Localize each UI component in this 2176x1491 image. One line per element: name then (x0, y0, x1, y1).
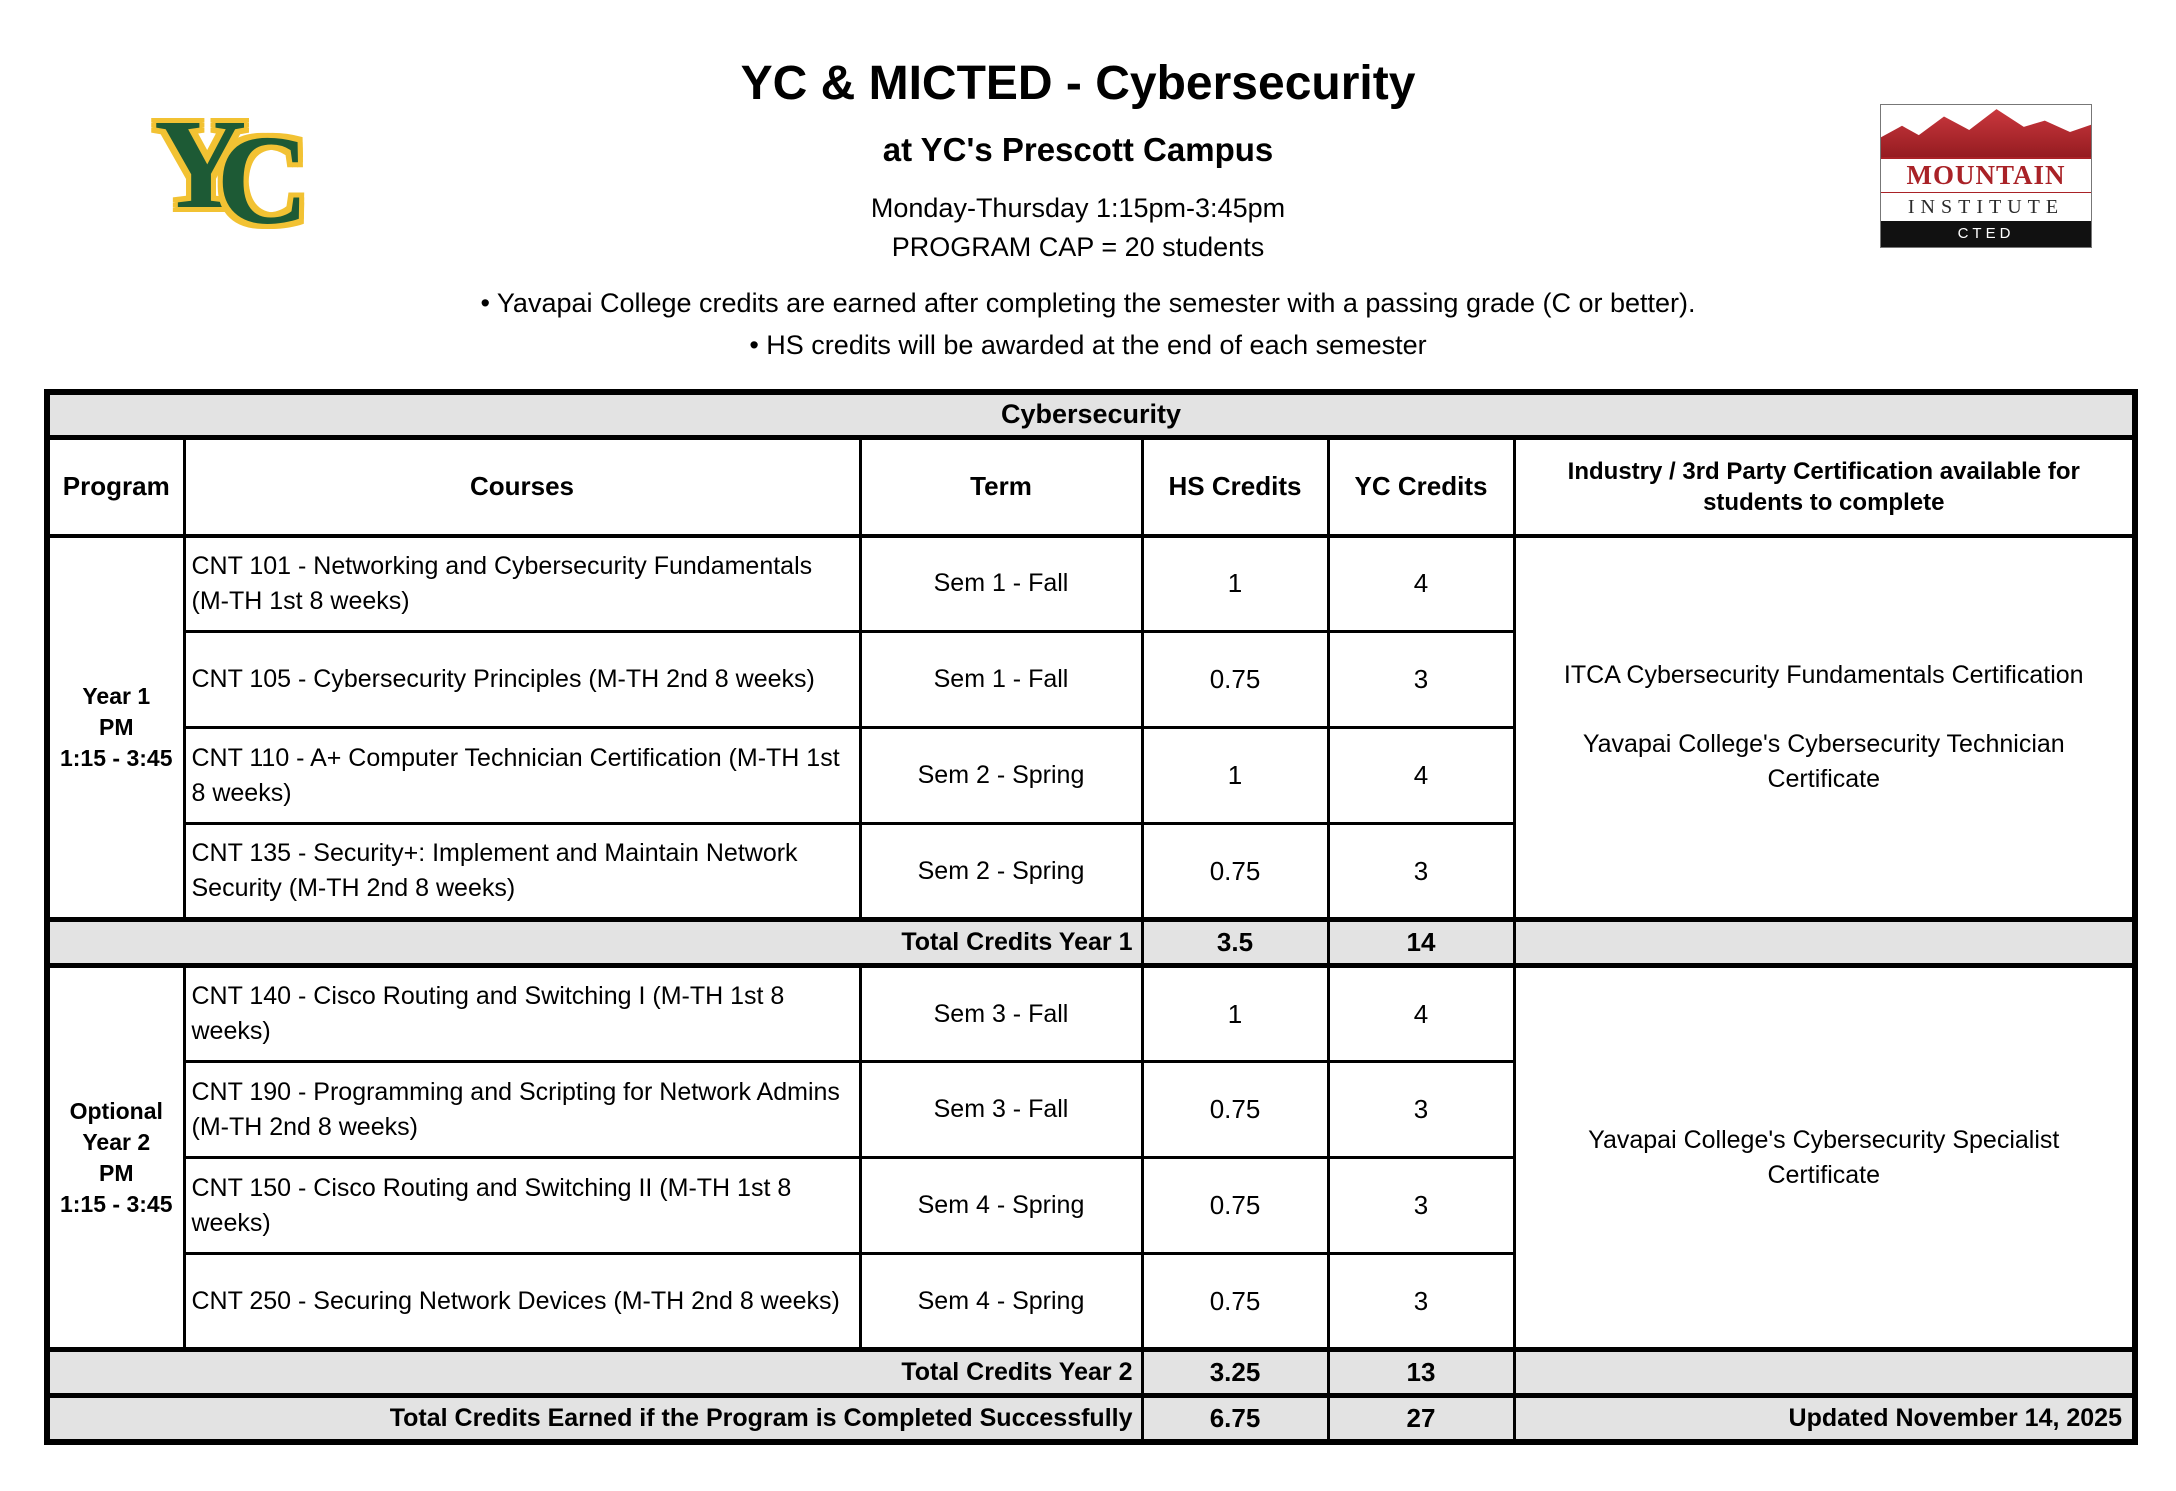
term-cell: Sem 2 - Spring (860, 728, 1142, 824)
course-cell: CNT 105 - Cybersecurity Principles (M-TH 2nd 8 weeks) (184, 632, 860, 728)
total-yc-year1: 14 (1328, 920, 1514, 966)
term-cell: Sem 1 - Fall (860, 536, 1142, 632)
course-cell: CNT 101 - Networking and Cybersecurity Fundamentals (M-TH 1st 8 weeks) (184, 536, 860, 632)
yc-credits-cell: 3 (1328, 632, 1514, 728)
term-cell: Sem 3 - Fall (860, 1062, 1142, 1158)
col-header-program: Program (47, 438, 184, 536)
table-title: Cybersecurity (47, 392, 2135, 438)
mountain-logo-cted: CTED (1881, 221, 2091, 247)
hs-credits-cell: 0.75 (1142, 1254, 1328, 1350)
col-header-courses: Courses (184, 438, 860, 536)
yc-credits-cell: 3 (1328, 1062, 1514, 1158)
mountain-icon (1881, 105, 2091, 157)
program-line: Year 1 (82, 682, 151, 709)
yc-credits-cell: 4 (1328, 728, 1514, 824)
yc-credits-cell: 3 (1328, 1158, 1514, 1254)
course-cell: CNT 140 - Cisco Routing and Switching I (M-TH 1st 8 weeks) (184, 966, 860, 1062)
updated-date: Updated November 14, 2025 (1514, 1396, 2135, 1442)
hs-credits-cell: 1 (1142, 966, 1328, 1062)
program-line: PM (99, 1159, 134, 1186)
yc-credits-cell: 3 (1328, 1254, 1514, 1350)
mountain-logo-name: MOUNTAIN (1881, 157, 2091, 193)
header-center (354, 48, 1802, 263)
certification-item: ITCA Cybersecurity Fundamentals Certification (1563, 660, 2084, 689)
hs-credits-cell: 1 (1142, 728, 1328, 824)
term-cell: Sem 1 - Fall (860, 632, 1142, 728)
table-row (47, 536, 2135, 632)
mountain-institute-logo (1880, 104, 2092, 248)
course-cell: CNT 110 - A+ Computer Technician Certification (M-TH 1st 8 weeks) (184, 728, 860, 824)
term-cell: Sem 4 - Spring (860, 1158, 1142, 1254)
note-hs-credits: • HS credits will be awarded at the end of each semester (749, 329, 1427, 360)
grand-total-label: Total Credits Earned if the Program is Completed Successfully (47, 1396, 1142, 1442)
table-title-row (47, 392, 2135, 438)
program-line: PM (99, 713, 134, 740)
program-table (44, 389, 2138, 1445)
yc-logo-letter-y: Y (154, 93, 247, 235)
col-header-term: Term (860, 438, 1142, 536)
hs-credits-cell: 0.75 (1142, 1158, 1328, 1254)
mountain-logo-institute: INSTITUTE (1907, 196, 2065, 218)
program-line: Year 2 (82, 1128, 151, 1155)
certification-item: Yavapai College's Cybersecurity Specialist Certificate (1588, 1125, 2060, 1189)
total-yc-year2: 13 (1328, 1350, 1514, 1396)
page-title: YC & MICTED - Cybersecurity (740, 57, 1416, 110)
schedule-line: Monday-Thursday 1:15pm-3:45pm (870, 193, 1286, 223)
certification-cell-year1 (1514, 536, 2135, 920)
program-line: Optional (69, 1097, 163, 1124)
term-cell: Sem 2 - Spring (860, 824, 1142, 920)
col-header-certification: Industry / 3rd Party Certification available for students to complete (1514, 438, 2135, 536)
col-header-hs-credits: HS Credits (1142, 438, 1328, 536)
hs-credits-cell: 0.75 (1142, 1062, 1328, 1158)
yc-logo-letter-c: C (216, 109, 309, 251)
program-line: 1:15 - 3:45 (59, 1190, 173, 1217)
total-label-year1: Total Credits Year 1 (47, 920, 1142, 966)
program-notes (44, 283, 2132, 367)
table-header-row (47, 438, 2135, 536)
grand-total-yc: 27 (1328, 1396, 1514, 1442)
hs-credits-cell: 0.75 (1142, 824, 1328, 920)
yc-credits-cell: 3 (1328, 824, 1514, 920)
table-row (47, 966, 2135, 1062)
certification-item: Yavapai College's Cybersecurity Technician Certificate (1582, 729, 2065, 793)
certification-cell-year2 (1514, 966, 2135, 1350)
campus-subtitle: at YC's Prescott Campus (882, 131, 1274, 168)
yc-logo (154, 93, 354, 251)
course-cell: CNT 150 - Cisco Routing and Switching II (M-TH 1st 8 weeks) (184, 1158, 860, 1254)
total-row-year2 (47, 1350, 2135, 1396)
total-hs-year1: 3.5 (1142, 920, 1328, 966)
hs-credits-cell: 0.75 (1142, 632, 1328, 728)
term-cell: Sem 3 - Fall (860, 966, 1142, 1062)
total-hs-year2: 3.25 (1142, 1350, 1328, 1396)
total-label-year2: Total Credits Year 2 (47, 1350, 1142, 1396)
course-cell: CNT 135 - Security+: Implement and Maintain Network Security (M-TH 2nd 8 weeks) (184, 824, 860, 920)
program-cell-year1 (47, 536, 184, 920)
program-cap-line: PROGRAM CAP = 20 students (891, 232, 1265, 262)
course-cell: CNT 250 - Securing Network Devices (M-TH 2nd 8 weeks) (184, 1254, 860, 1350)
course-cell: CNT 190 - Programming and Scripting for Network Admins (M-TH 2nd 8 weeks) (184, 1062, 860, 1158)
program-line: 1:15 - 3:45 (59, 744, 173, 771)
header (44, 48, 2132, 263)
yc-credits-cell: 4 (1328, 966, 1514, 1062)
yc-credits-cell: 4 (1328, 536, 1514, 632)
grand-total-hs: 6.75 (1142, 1396, 1328, 1442)
term-cell: Sem 4 - Spring (860, 1254, 1142, 1350)
grand-total-row (47, 1396, 2135, 1442)
total-row-year1 (47, 920, 2135, 966)
total-cert-empty-year2 (1514, 1350, 2135, 1396)
note-yc-credits: • Yavapai College credits are earned after completing the semester with a passing grade (C or better). (480, 288, 1696, 318)
spacer (1552, 693, 2097, 727)
col-header-yc-credits: YC Credits (1328, 438, 1514, 536)
total-cert-empty-year1 (1514, 920, 2135, 966)
hs-credits-cell: 1 (1142, 536, 1328, 632)
program-cell-year2 (47, 966, 184, 1350)
